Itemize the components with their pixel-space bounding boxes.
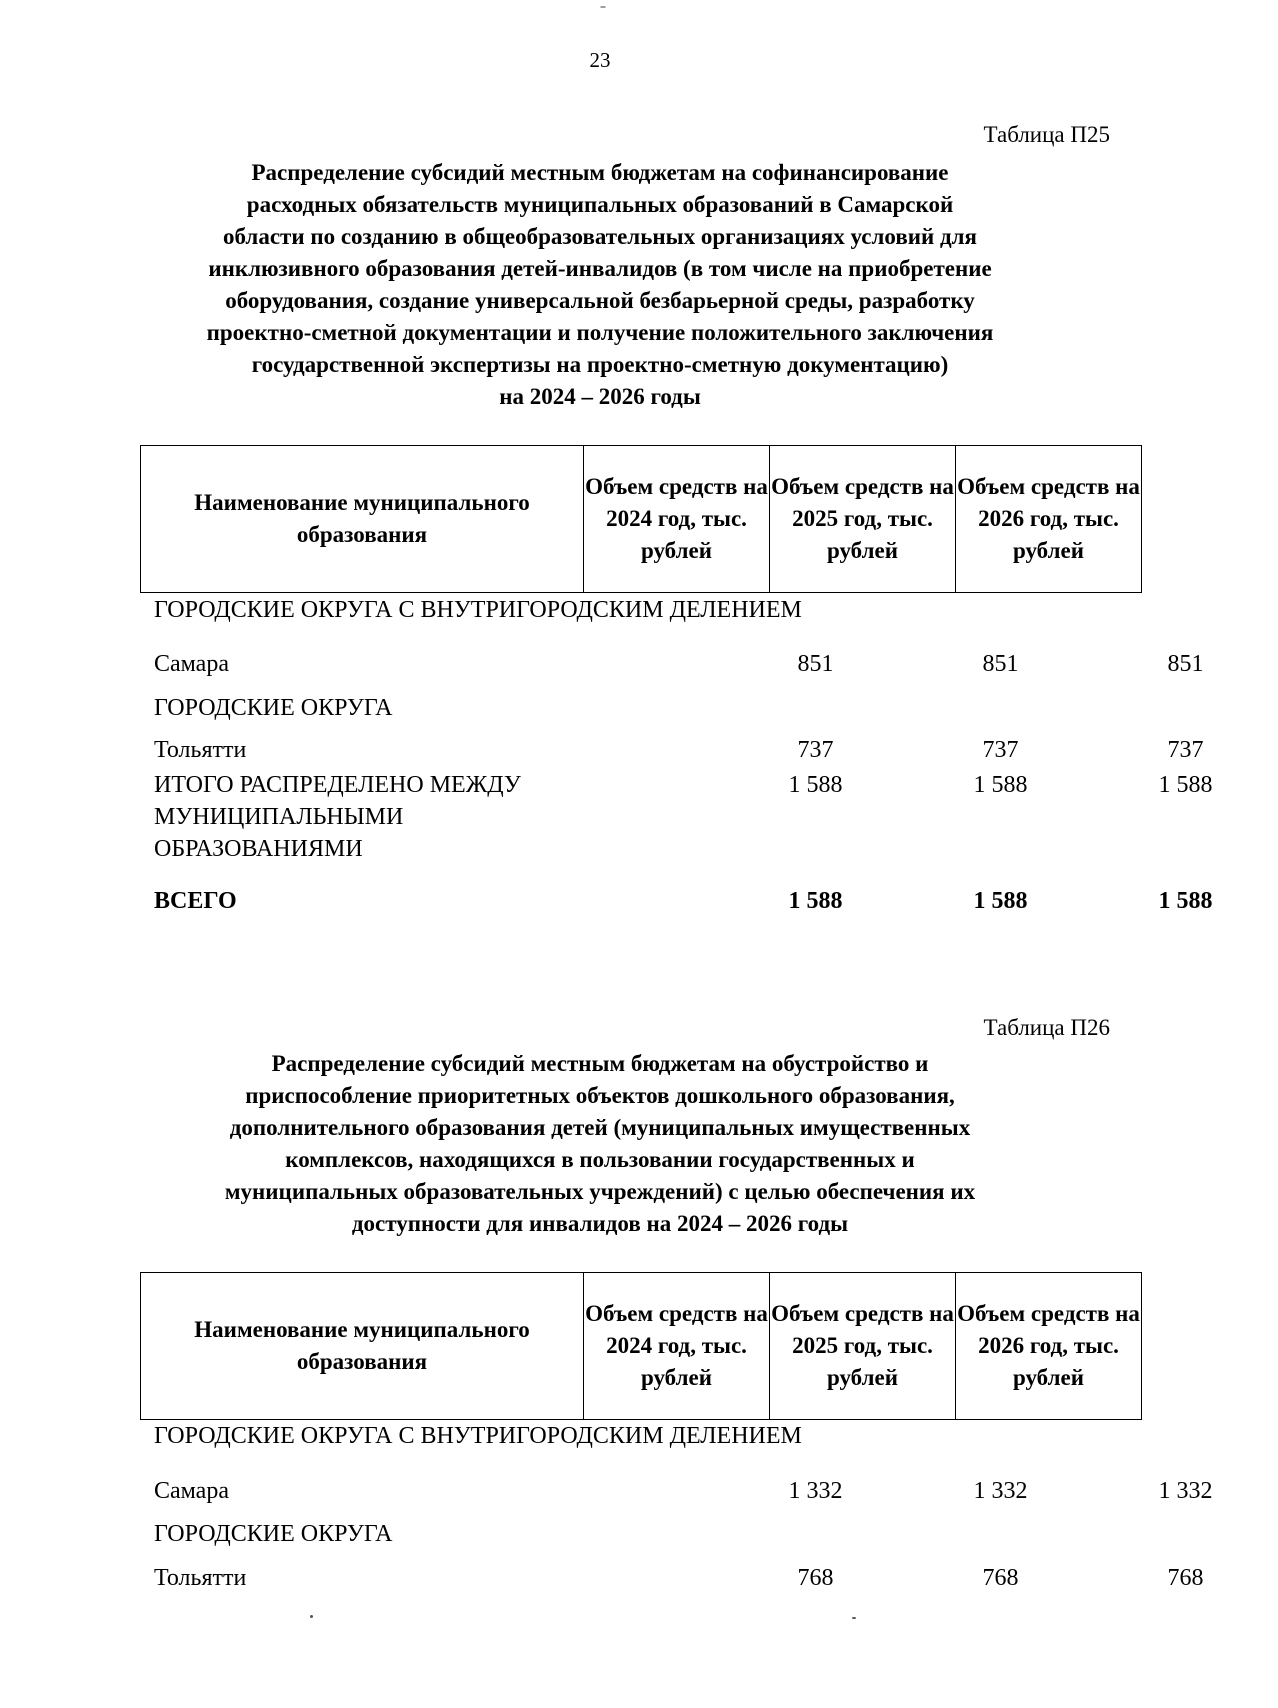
row-name: Тольятти [154,737,247,763]
table-label-p26: Таблица П26 [983,1015,1110,1040]
row-value-2025: 851 [982,651,1019,677]
row-name: ИТОГО РАСПРЕДЕЛЕНО МЕЖДУ МУНИЦИПАЛЬНЫМИ ОБРАЗОВАНИЯМИ [154,772,521,862]
header-2026: Объем средств на 2026 год, тыс. рублей [956,446,1142,593]
section-heading: ГОРОДСКИЕ ОКРУГА С ВНУТРИГОРОДСКИМ ДЕЛЕНИЕМ [154,597,802,623]
table-title-p25 [130,157,1070,413]
row-value-2025: 1 588 [973,888,1028,914]
title-line: приспособление приоритетных объектов дошкольного образования, [245,1083,955,1108]
row-value-2026: 851 [1167,651,1204,677]
page-number: 23 [589,48,611,72]
section-heading: ГОРОДСКИЕ ОКРУГА [154,695,393,721]
title-line: Распределение субсидий местным бюджетам на обустройство и [271,1051,929,1076]
title-line: оборудования, создание универсальной безбарьерной среды, разработку [225,288,975,313]
row-value-2024: 1 588 [788,772,843,798]
header-2024: Объем средств на 2024 год, тыс. рублей [584,446,770,593]
header-2024: Объем средств на 2024 год, тыс. рублей [584,1273,770,1420]
row-value-2024: 1 332 [788,1478,843,1504]
header-municipality: Наименование муниципального образования [141,446,584,593]
table-header-p25 [140,445,1142,593]
title-line: муниципальных образовательных учреждений) с целью обеспечения их [224,1179,976,1204]
scan-speck [852,1617,856,1619]
scan-speck [310,1615,313,1618]
row-value-2024: 737 [797,737,834,763]
row-name: Самара [154,1478,229,1504]
header-2025: Объем средств на 2025 год, тыс. рублей [770,1273,956,1420]
table-title-p26 [130,1048,1070,1240]
title-line: доступности для инвалидов на 2024 – 2026 годы [351,1211,849,1236]
title-line: на 2024 – 2026 годы [499,384,701,409]
title-line: государственной экспертизы на проектно-сметную документацию) [251,352,949,377]
row-value-2026: 737 [1167,737,1204,763]
row-value-2024: 768 [797,1565,834,1591]
scan-speck [600,6,606,8]
title-line: комплексов, находящихся в пользовании государственных и [285,1147,915,1172]
section-heading: ГОРОДСКИЕ ОКРУГА С ВНУТРИГОРОДСКИМ ДЕЛЕНИЕМ [154,1423,802,1449]
table-label-p25: Таблица П25 [983,122,1110,147]
row-value-2025: 1 332 [973,1478,1028,1504]
header-2026: Объем средств на 2026 год, тыс. рублей [956,1273,1142,1420]
row-value-2024: 1 588 [788,888,843,914]
title-line: области по созданию в общеобразовательных организациях условий для [223,224,977,249]
row-value-2025: 768 [982,1565,1019,1591]
row-value-2026: 1 588 [1158,772,1213,798]
row-name: Самара [154,651,229,677]
title-line: проектно-сметной документации и получение положительного заключения [206,320,994,345]
header-2025: Объем средств на 2025 год, тыс. рублей [770,446,956,593]
table-header-p26 [140,1272,1142,1420]
row-value-2026: 1 588 [1158,888,1213,914]
title-line: Распределение субсидий местным бюджетам на софинансирование [251,160,949,185]
row-value-2025: 1 588 [973,772,1028,798]
section-heading: ГОРОДСКИЕ ОКРУГА [154,1521,393,1547]
row-value-2024: 851 [797,651,834,677]
header-municipality: Наименование муниципального образования [141,1273,584,1420]
title-line: инклюзивного образования детей-инвалидов (в том числе на приобретение [208,256,992,281]
row-value-2026: 768 [1167,1565,1204,1591]
row-name: ВСЕГО [154,888,237,914]
row-value-2025: 737 [982,737,1019,763]
title-line: расходных обязательств муниципальных образований в Самарской [246,192,954,217]
title-line: дополнительного образования детей (муниципальных имущественных [229,1115,971,1140]
row-name: Тольятти [154,1565,247,1591]
row-value-2026: 1 332 [1158,1478,1213,1504]
